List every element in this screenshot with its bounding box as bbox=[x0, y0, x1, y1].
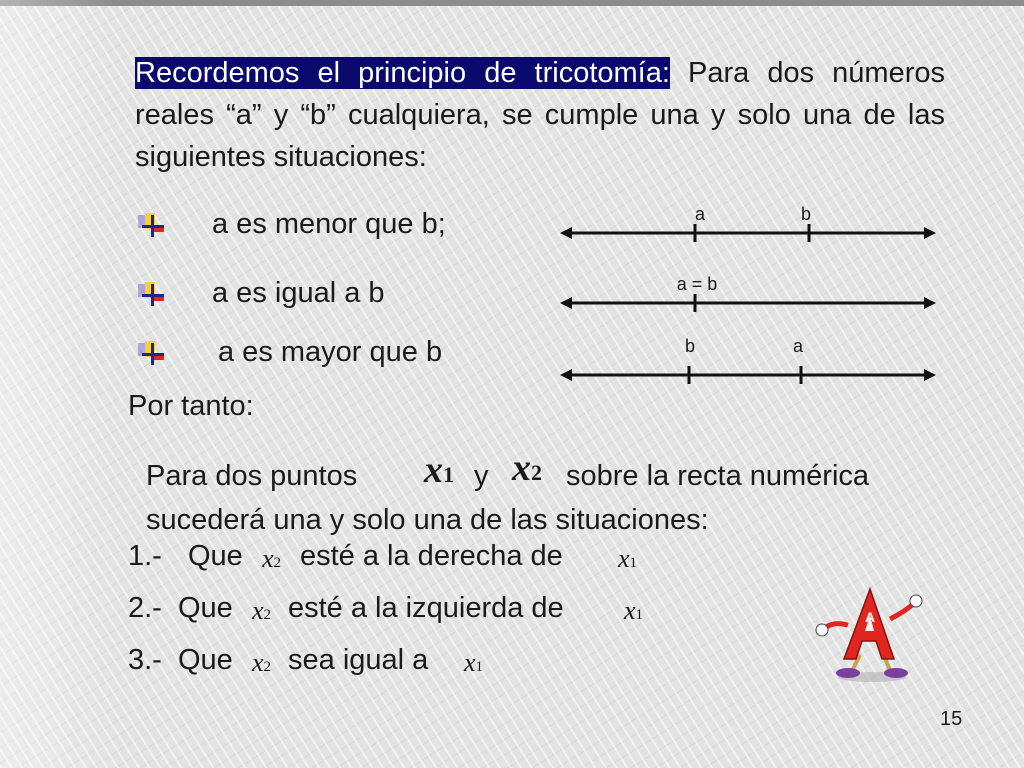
background-frame bbox=[0, 0, 115, 768]
label-b: b bbox=[800, 204, 812, 224]
number-line-less bbox=[560, 198, 936, 248]
page-number: 15 bbox=[940, 708, 963, 730]
intro-paragraph bbox=[135, 52, 945, 178]
bullet-text: a es mayor que b bbox=[218, 336, 443, 368]
x2-symbol: x2 bbox=[252, 596, 272, 625]
bullet-item-greater bbox=[138, 336, 538, 376]
x2-symbol: x2 bbox=[252, 648, 272, 677]
recta-text: sobre la recta numérica bbox=[566, 460, 870, 492]
label-a: a bbox=[792, 336, 804, 356]
mascot-letter: A bbox=[864, 609, 876, 625]
trichotomy-highlight: Recordemos el principio de tricotomía: bbox=[135, 57, 670, 89]
label-b: b bbox=[684, 336, 696, 356]
x1-symbol: x1 bbox=[618, 544, 638, 573]
situation-que: Que bbox=[188, 540, 243, 572]
situation-text: esté a la izquierda de bbox=[288, 592, 564, 624]
x2-symbol: x2 bbox=[262, 544, 282, 573]
number-line-greater bbox=[560, 336, 936, 390]
situation-que: Que bbox=[178, 592, 233, 624]
bullet-item-equal bbox=[138, 277, 538, 317]
situation-number: 1.- bbox=[128, 540, 162, 572]
letter-a-mascot-icon bbox=[810, 585, 930, 685]
situation-que: Que bbox=[178, 644, 233, 676]
para-dos-text: Para dos puntos bbox=[146, 460, 358, 492]
por-tanto: Por tanto: bbox=[128, 390, 254, 422]
situation-number: 3.- bbox=[128, 644, 162, 676]
sucedera-line: sucederá una y solo una de las situaciones: bbox=[146, 504, 709, 536]
x1-symbol: x1 bbox=[424, 449, 454, 491]
situation-text: sea igual a bbox=[288, 644, 429, 676]
bullet-item-less bbox=[138, 208, 538, 248]
situation-number: 2.- bbox=[128, 592, 162, 624]
star-bullet-icon bbox=[138, 212, 166, 238]
y-connector: y bbox=[474, 460, 489, 492]
star-bullet-icon bbox=[138, 340, 166, 366]
x2-symbol: x2 bbox=[512, 447, 542, 489]
label-a-equals-b: a = b bbox=[676, 274, 718, 294]
number-line-equal bbox=[560, 268, 936, 318]
star-bullet-icon bbox=[138, 281, 166, 307]
bullet-text: a es menor que b; bbox=[212, 208, 446, 240]
situation-text: esté a la derecha de bbox=[300, 540, 563, 572]
label-a: a bbox=[694, 204, 706, 224]
top-border bbox=[0, 0, 1024, 6]
bullet-text: a es igual a b bbox=[212, 277, 385, 309]
x1-symbol: x1 bbox=[624, 596, 644, 625]
x1-symbol: x1 bbox=[464, 648, 484, 677]
intro-rest: Para dos números reales “a” y “b” cualquiera, se cumple una y solo una de las siguientes situaciones: bbox=[135, 57, 946, 173]
